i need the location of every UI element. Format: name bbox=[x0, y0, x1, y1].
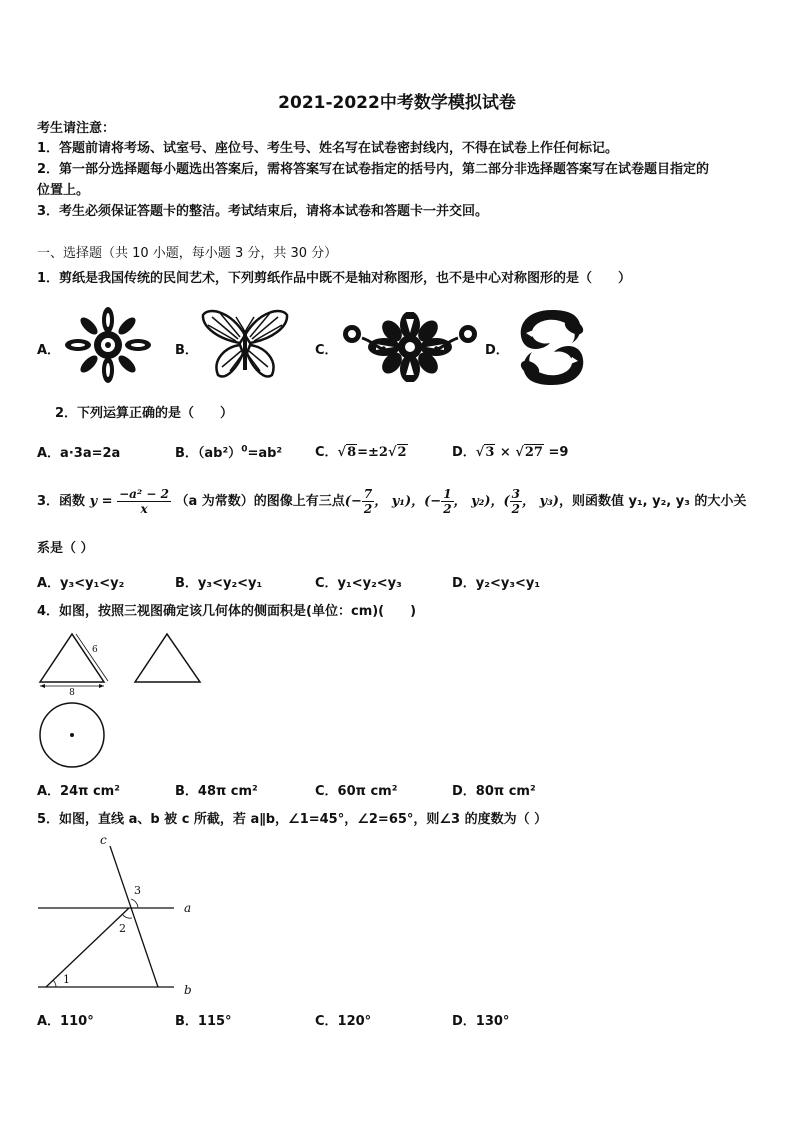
q3-option-d: D．y₂<y₃<y₁ bbox=[452, 576, 541, 591]
q5-stem: 5．如图，直线 a、b 被 c 所截，若 a∥b，∠1=45°，∠2=65°，则∠3 的度数为（ ） bbox=[37, 812, 548, 827]
slant-dimension-line bbox=[76, 634, 108, 681]
side-view-triangle bbox=[135, 634, 200, 682]
angle-2-arc bbox=[122, 914, 132, 918]
q5-option-d: D．130° bbox=[452, 1014, 510, 1029]
q3-p3-den: 2 bbox=[511, 502, 520, 516]
q3-option-c: C．y₁<y₂<y₃ bbox=[315, 576, 402, 591]
q2-d-result: =9 bbox=[543, 445, 569, 460]
q1-label-d: D． bbox=[485, 343, 509, 358]
parallel-lines-figure bbox=[34, 832, 209, 1002]
section-heading: 一、选择题（共 10 小题，每小题 3 分，共 30 分） bbox=[37, 246, 338, 261]
q3-p3-frac bbox=[510, 487, 522, 516]
q5-option-a: A．110° bbox=[37, 1014, 94, 1029]
q3-option-b: B．y₃<y₂<y₁ bbox=[175, 576, 263, 591]
q3-p1-open: (− bbox=[344, 494, 362, 509]
dimension-slant: 6 bbox=[92, 645, 98, 655]
q2-d-label: D． bbox=[452, 445, 476, 460]
q2-b-sup: 0 bbox=[241, 444, 248, 455]
q3-p2-rest: ， y₂)， bbox=[453, 494, 504, 509]
q3-fn-y: y = bbox=[89, 494, 113, 509]
snowflake-papercut-icon bbox=[63, 305, 153, 385]
q1-label-c: C． bbox=[315, 343, 338, 358]
front-view-triangle bbox=[40, 634, 104, 682]
q3-fn-num: −a² − 2 bbox=[119, 487, 169, 501]
q2-stem: 2．下列运算正确的是（ ） bbox=[55, 406, 234, 421]
label-angle-2: 2 bbox=[119, 922, 126, 935]
q3-option-a: A．y₃<y₁<y₂ bbox=[37, 576, 125, 591]
q4-stem: 4．如图，按照三视图确定该几何体的侧面积是(单位：cm)( ) bbox=[37, 604, 417, 619]
q2-option-a: A．a·3a=2a bbox=[37, 446, 121, 461]
q2-d-radicand-2: 27 bbox=[524, 445, 543, 460]
angle-3-arc bbox=[131, 899, 138, 908]
label-angle-1: 1 bbox=[63, 973, 70, 986]
q5-option-c: C．120° bbox=[315, 1014, 372, 1029]
notice-item-1: 1．答题前请将考场、试室号、座位号、考生号、姓名写在试卷密封线内，不得在试卷上作任何标记。 bbox=[37, 141, 619, 156]
label-a: a bbox=[184, 901, 192, 915]
transversal-line bbox=[46, 908, 129, 987]
swirl-papercut-icon bbox=[512, 305, 592, 390]
q2-option-d: D．√3 × √27 =9 bbox=[452, 445, 569, 460]
q3-p3-open: ( bbox=[503, 494, 510, 509]
q2-d-times: × bbox=[495, 445, 516, 460]
q2-c-radicand-left: 8 bbox=[347, 445, 357, 460]
q3-p2-num: 1 bbox=[443, 487, 452, 501]
notice-item-3: 3．考生必须保证答题卡的整洁。考试结束后，请将本试卷和答题卡一并交回。 bbox=[37, 204, 489, 219]
q4-option-c: C．60π cm² bbox=[315, 784, 398, 799]
q3-fn-den: x bbox=[140, 502, 148, 516]
q3-stem bbox=[37, 484, 746, 520]
angle-1-arc bbox=[53, 980, 56, 987]
label-c: c bbox=[100, 833, 107, 847]
notice-item-2: 2．第一部分选择题每小题选出答案后，需将答案写在试卷指定的括号内，第二部分非选择题答案写在试卷题目指定的 bbox=[37, 162, 710, 177]
label-b: b bbox=[184, 983, 192, 997]
q3-stem-suffix: ，则函数值 y₁, y₂, y₃ 的大小关 bbox=[558, 494, 747, 509]
q3-p3-rest: ， y₃) bbox=[522, 494, 559, 509]
q3-p1-rest: ， y₁)， bbox=[374, 494, 425, 509]
three-view-figure bbox=[34, 630, 214, 770]
q4-option-a: A．24π cm² bbox=[37, 784, 120, 799]
notice-heading: 考生请注意： bbox=[37, 121, 116, 136]
q1-label-b: B． bbox=[175, 343, 198, 358]
q2-c-eq: =±2 bbox=[357, 445, 388, 460]
q2-option-b bbox=[175, 442, 282, 461]
q2-c-label: C． bbox=[315, 445, 338, 460]
q3-stem-line2: 系是（ ） bbox=[37, 541, 94, 556]
q3-p1-frac bbox=[362, 487, 374, 516]
q3-p1-num: 7 bbox=[363, 487, 373, 501]
q3-p1-den: 2 bbox=[363, 502, 373, 516]
flower-papercut-icon bbox=[340, 312, 480, 382]
q4-option-b: B．48π cm² bbox=[175, 784, 258, 799]
q2-option-c: C．√8=±2√2 bbox=[315, 445, 407, 460]
q5-option-b: B．115° bbox=[175, 1014, 232, 1029]
q1-label-a: A． bbox=[37, 343, 61, 358]
q3-fn-frac bbox=[117, 487, 171, 516]
notice-item-2-cont: 位置上。 bbox=[37, 183, 90, 198]
q3-p3-num: 3 bbox=[511, 487, 520, 501]
top-view-center-dot bbox=[70, 733, 74, 737]
q2-c-radicand-right: 2 bbox=[397, 445, 407, 460]
label-angle-3: 3 bbox=[134, 884, 141, 897]
q2-b-suffix: =ab² bbox=[247, 446, 283, 461]
q3-p2-frac bbox=[441, 487, 453, 516]
q3-paren-note: （a 为常数）的图像上有三点 bbox=[175, 494, 345, 509]
butterfly-papercut-icon bbox=[200, 305, 290, 385]
dimension-base: 8 bbox=[69, 688, 75, 698]
q2-d-radicand-1: 3 bbox=[485, 445, 495, 460]
q1-stem: 1．剪纸是我国传统的民间艺术，下列剪纸作品中既不是轴对称图形，也不是中心对称图形的是（ ） bbox=[37, 271, 632, 286]
line-c bbox=[110, 846, 158, 987]
q4-option-d: D．80π cm² bbox=[452, 784, 536, 799]
page-title: 2021-2022中考数学模拟试卷 bbox=[278, 93, 516, 113]
q3-p2-den: 2 bbox=[443, 502, 452, 516]
q2-b-prefix: B．（ab²） bbox=[175, 446, 242, 461]
q3-stem-prefix: 3．函数 bbox=[37, 494, 86, 509]
q3-p2-open: (− bbox=[424, 494, 442, 509]
